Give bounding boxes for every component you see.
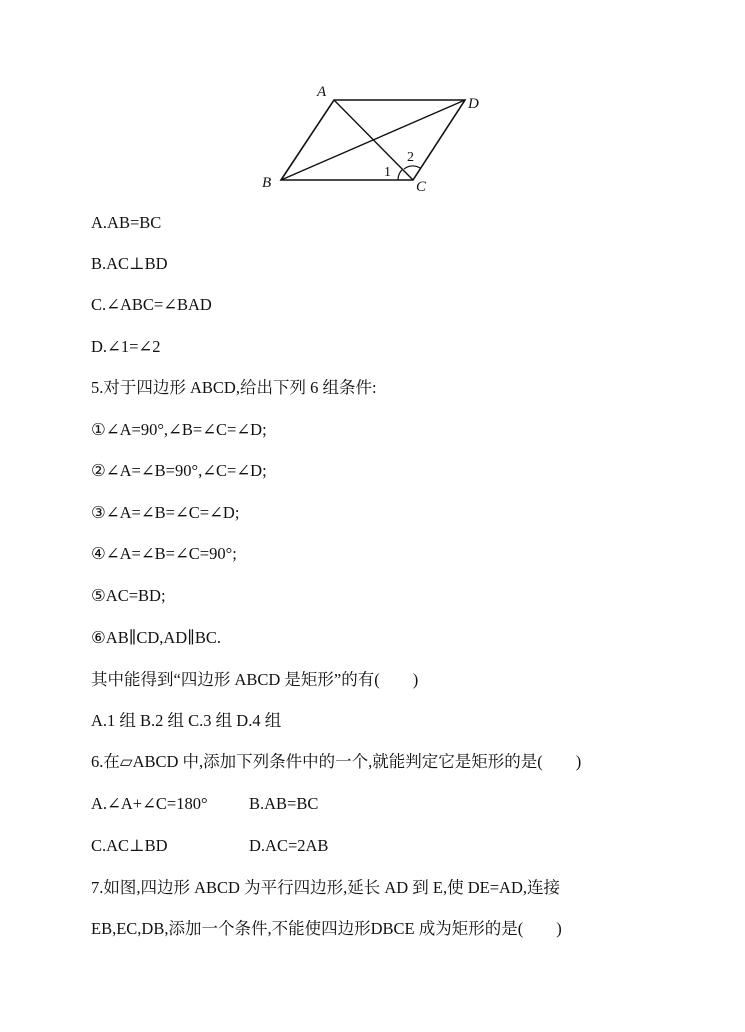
vertex-label-a: A	[317, 84, 327, 100]
q5-condition-2: ②∠A=∠B=90°,∠C=∠D;	[91, 461, 267, 480]
q4-option-d: D.∠1=∠2	[91, 337, 161, 356]
q6-stem: 6.在▱ABCD 中,添加下列条件中的一个,就能判定它是矩形的是( )	[91, 752, 582, 771]
angle-arc-2	[404, 166, 421, 169]
q5-condition-3: ③∠A=∠B=∠C=∠D;	[91, 503, 240, 522]
diagonal-bd	[281, 100, 465, 180]
vertex-label-b: B	[262, 175, 272, 191]
q5-stem: 5.对于四边形 ABCD,给出下列 6 组条件:	[91, 378, 377, 397]
q6-option-d: D.AC=2AB	[249, 836, 329, 855]
angle-arc-1	[398, 169, 403, 180]
parallelogram-figure	[255, 78, 495, 198]
angle-label-2: 2	[407, 150, 414, 165]
q5-condition-4: ④∠A=∠B=∠C=90°;	[91, 544, 237, 563]
angle-label-1: 1	[384, 165, 391, 180]
q7-line-1: 7.如图,四边形 ABCD 为平行四边形,延长 AD 到 E,使 DE=AD,连接	[91, 878, 561, 897]
q5-options: A.1 组 B.2 组 C.3 组 D.4 组	[91, 711, 282, 730]
q4-option-c: C.∠ABC=∠BAD	[91, 295, 212, 314]
q5-condition-1: ①∠A=90°,∠B=∠C=∠D;	[91, 420, 267, 439]
q6-option-a: A.∠A+∠C=180°	[91, 794, 208, 813]
q6-option-b: B.AB=BC	[249, 794, 319, 813]
q5-condition-5: ⑤AC=BD;	[91, 586, 166, 605]
q7-line-2: EB,EC,DB,添加一个条件,不能使四边形DBCE 成为矩形的是( )	[91, 919, 562, 938]
parallelogram-diagram	[255, 78, 495, 198]
q4-option-a: A.AB=BC	[91, 213, 162, 232]
q5-question: 其中能得到“四边形 ABCD 是矩形”的有( )	[91, 670, 419, 689]
q6-option-c: C.AC⊥BD	[91, 836, 168, 855]
q5-condition-6: ⑥AB∥CD,AD∥BC.	[91, 628, 221, 647]
vertex-label-c: C	[416, 179, 427, 195]
vertex-label-d: D	[468, 96, 479, 112]
q4-option-b: B.AC⊥BD	[91, 254, 168, 273]
